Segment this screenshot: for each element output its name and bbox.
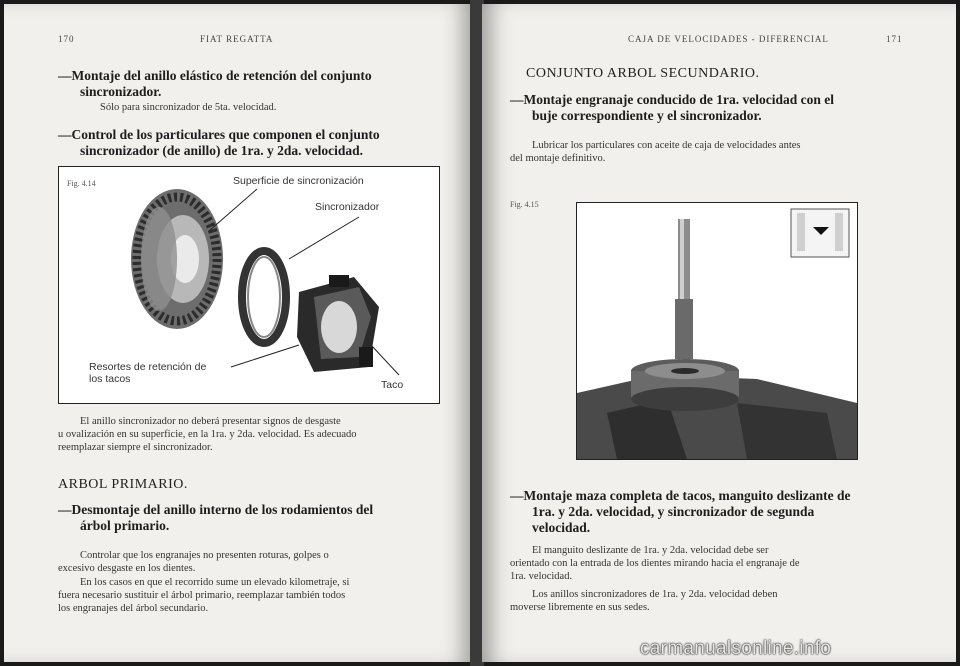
heading-bearing-removal <box>58 502 458 534</box>
right-page <box>482 4 956 662</box>
text-line: Lubricar los particulares con aceite de caja de velocidades antes <box>532 140 801 151</box>
synchronizer-ring-illustration <box>242 251 286 343</box>
page-number-right: 171 <box>886 34 903 44</box>
heading-first-gear-mounting <box>510 92 920 124</box>
paragraph-gear-check <box>58 549 458 575</box>
text-line: del montaje definitivo. <box>510 153 606 164</box>
text-line: u ovalización en su superficie, en la 1ra. y 2da. velocidad. Es adecuado <box>58 429 357 440</box>
callout-retention-springs <box>89 361 206 385</box>
section-title-secondary-shaft: CONJUNTO ARBOL SECUNDARIO. <box>526 66 760 81</box>
callout-synchronizer: Sincronizador <box>315 201 380 213</box>
paragraph-sleeve-orientation <box>510 544 930 583</box>
gear-illustration <box>131 189 223 329</box>
heading-line: —Desmontaje del anillo interno de los rodamientos del <box>58 502 374 517</box>
callout-line: Resortes de retención de <box>89 361 207 373</box>
text-line: fuera necesario sustituir el árbol primario, reemplazar también todos <box>58 590 346 601</box>
paragraph-rings-move-freely <box>510 588 930 614</box>
callout-sync-surface: Superficie de sincronización <box>233 175 364 187</box>
callout-line: los tacos <box>89 373 131 385</box>
heading-line: sincronizador. <box>80 84 162 99</box>
heading-line: —Montaje maza completa de tacos, manguito deslizante de <box>510 488 851 503</box>
watermark-text: carmanualsonline.info <box>640 638 832 659</box>
heading-line: sincronizador (de anillo) de 1ra. y 2da. velocidad. <box>80 143 364 158</box>
heading-line: 1ra. y 2da. velocidad, y sincronizador de segunda <box>532 504 815 519</box>
figure-label: Fig. 4.14 <box>67 179 96 188</box>
heading-synchronizer-control <box>58 127 458 159</box>
figure-4-15 <box>576 202 858 460</box>
heading-hub-mounting <box>510 488 930 536</box>
note-fifth-gear: Sólo para sincronizador de 5ta. velocidad. <box>100 102 277 113</box>
text-line: El manguito deslizante de 1ra. y 2da. velocidad debe ser <box>532 545 769 556</box>
heading-line: —Montaje engranaje conducido de 1ra. velocidad con el <box>510 92 834 107</box>
text-line: reemplazar siempre el sincronizador. <box>58 442 213 453</box>
text-line: los engranajes del árbol secundario. <box>58 603 209 614</box>
text-line: En los casos en que el recorrido sume un elevado kilometraje, si <box>80 577 350 588</box>
heading-line: velocidad. <box>532 520 591 535</box>
text-line: moverse libremente en sus sedes. <box>510 602 650 613</box>
running-header-left: FIAT REGATTA <box>200 34 274 44</box>
figure-label-4-15: Fig. 4.15 <box>510 200 539 209</box>
paragraph-mileage <box>58 576 458 615</box>
callout-taco: Taco <box>381 379 404 391</box>
paragraph-lubricate <box>510 139 920 165</box>
text-line: orientado con la entrada de los dientes mirando hacia el engranaje de <box>510 558 800 569</box>
text-line: excesivo desgaste en los dientes. <box>58 563 196 574</box>
left-page <box>4 4 472 662</box>
text-line: Controlar que los engranajes no presenten roturas, golpes o <box>80 550 329 561</box>
page-number-left: 170 <box>58 34 75 44</box>
text-line: 1ra. velocidad. <box>510 571 573 582</box>
secondary-shaft-photo <box>577 203 857 459</box>
hub-illustration <box>297 275 379 372</box>
paragraph-ring-wear <box>58 415 458 454</box>
text-line: Los anillos sincronizadores de 1ra. y 2da. velocidad deben <box>532 589 778 600</box>
section-title-primary-shaft: ARBOL PRIMARIO. <box>58 477 188 492</box>
running-header-right: CAJA DE VELOCIDADES - DIFERENCIAL <box>628 34 829 44</box>
heading-line: buje correspondiente y el sincronizador. <box>532 108 762 123</box>
heading-line: árbol primario. <box>80 518 170 533</box>
figure-4-14 <box>58 166 440 404</box>
heading-line: —Montaje del anillo elástico de retención del conjunto <box>58 68 372 83</box>
text-line: El anillo sincronizador no deberá presentar signos de desgaste <box>80 416 341 427</box>
heading-ring-mounting <box>58 68 458 100</box>
heading-line: —Control de los particulares que componen el conjunto <box>58 127 380 142</box>
